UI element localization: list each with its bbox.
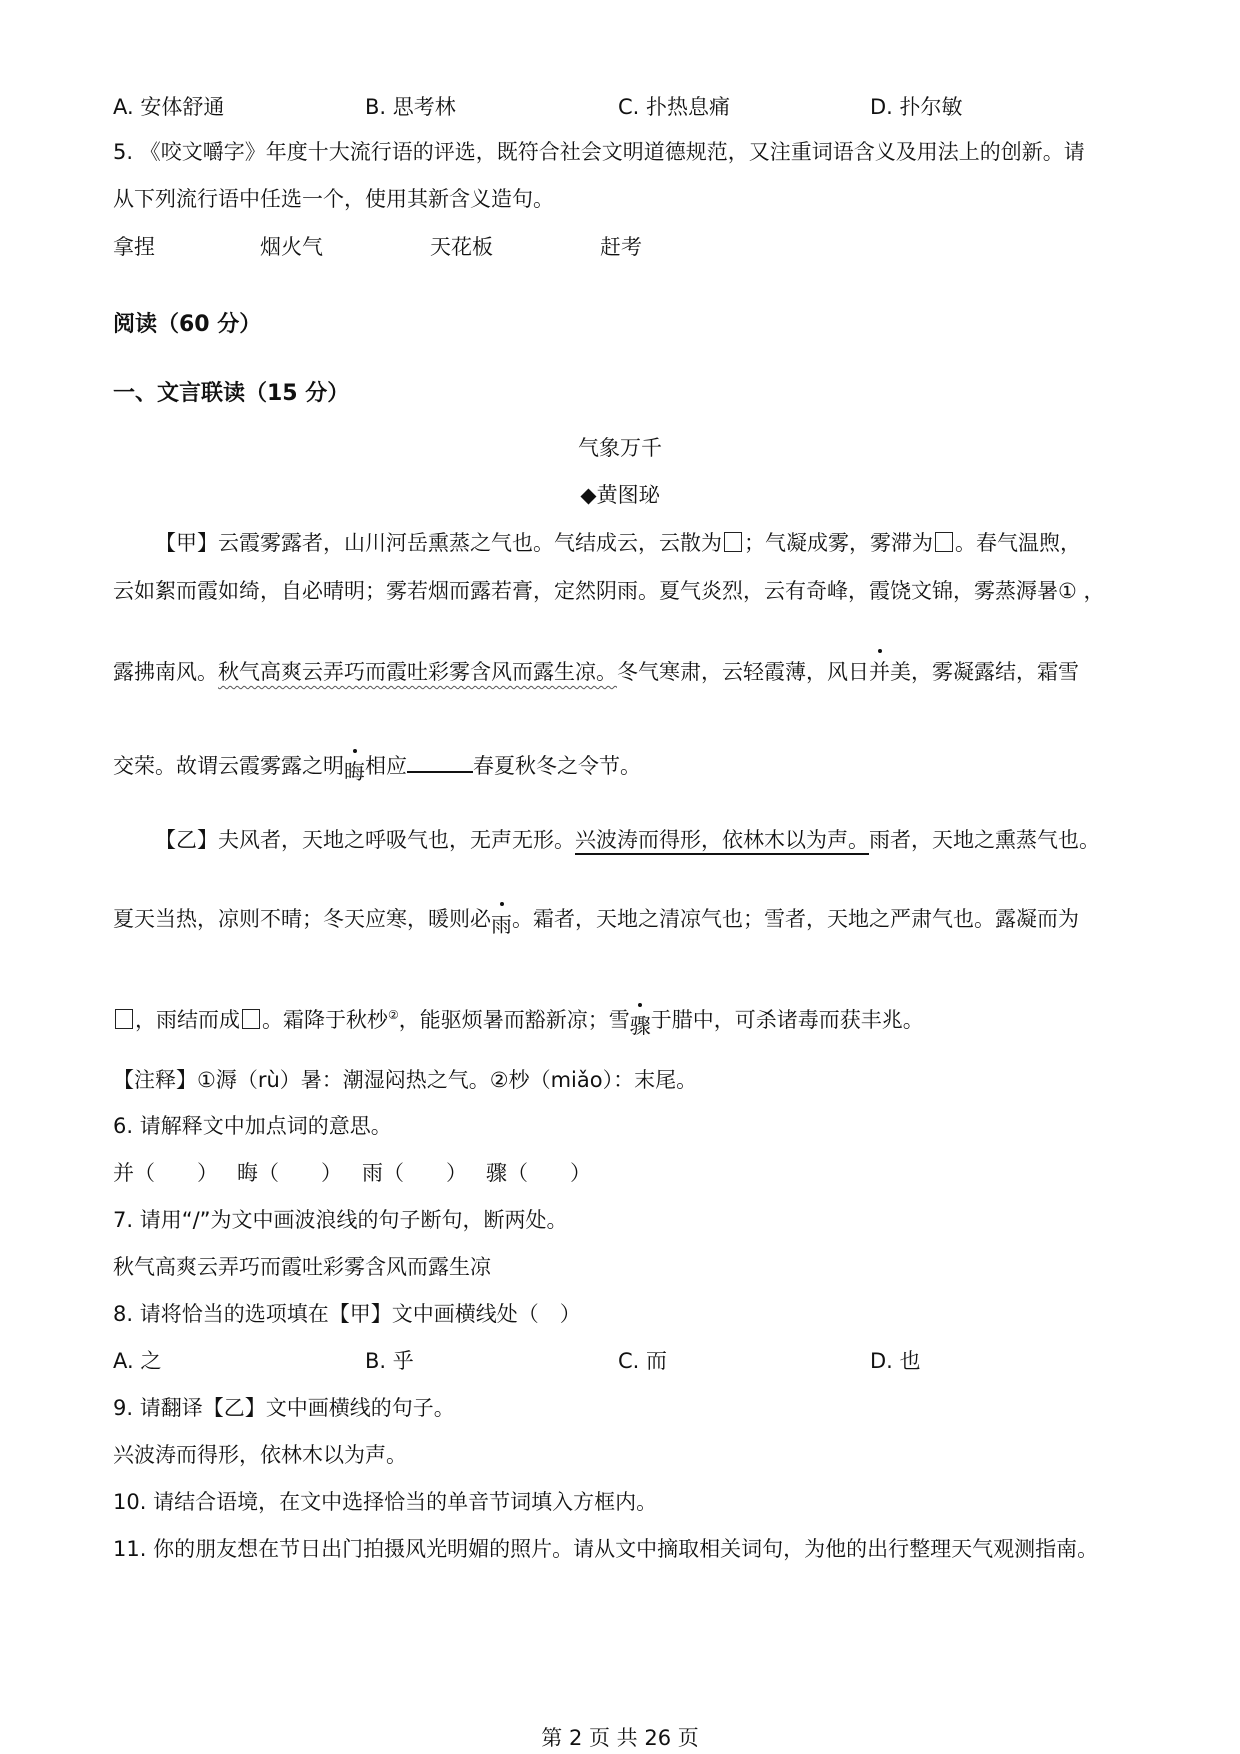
q6-item-bing: 并（ ） [113, 1161, 218, 1185]
q4-option-a: A. 安体舒通 [113, 95, 225, 119]
q5-text-line1: 5. 《咬文嚼字》年度十大流行语的评选，既符合社会文明道德规范，又注重词语含义及用法上的创新。请 [113, 140, 1085, 164]
q5-word-3: 天花板 [430, 235, 493, 259]
q5-text-line2: 从下列流行语中任选一个，使用其新含义造句。 [113, 187, 554, 211]
passage-yi-line1 [155, 825, 1100, 855]
q5-word-1: 拿捏 [113, 235, 155, 259]
text-segment: 美，雾凝露结，霜雪 [890, 660, 1079, 684]
text-segment: 露拂南风。 [113, 660, 218, 684]
page-footer: 第 2 页 共 26 页 [541, 1726, 699, 1750]
blank-box [242, 1009, 260, 1029]
underlined-sentence: 兴波涛而得形，依林木以为声。 [575, 828, 869, 852]
text-segment: 。霜者，天地之清凉气也；雪者，天地之严肃气也。露凝而为 [512, 907, 1079, 931]
q4-option-c: C. 扑热息痛 [618, 95, 731, 119]
section-heading-classical: 一、文言联读（15 分） [113, 381, 350, 406]
question-8: 8. 请将恰当的选项填在【甲】文中画横线处（ ） [113, 1302, 581, 1326]
q5-word-2: 烟火气 [260, 235, 323, 259]
passage-jia-line2: 云如絮而霞如绮，自必晴明；雾若烟而露若膏，定然阴雨。夏气炎烈，云有奇峰，霞饶文锦，雾蒸溽暑① ， [113, 579, 1105, 603]
footnote-marker: ② [388, 1008, 399, 1022]
blank-box [935, 532, 953, 552]
passage-yi-line2 [113, 904, 1079, 937]
q8-option-b: B. 乎 [365, 1349, 414, 1373]
text-segment: 春夏秋冬之令节。 [473, 754, 641, 778]
passage-notes: 【注释】①溽（rù）暑：潮湿闷热之气。②杪（miǎo）：末尾。 [113, 1068, 698, 1092]
text-segment: 。霜降于秋杪 [262, 1008, 388, 1032]
question-9: 9. 请翻译【乙】文中画横线的句子。 [113, 1396, 455, 1420]
text-segment: 于腊中，可杀诸毒而获丰兆。 [650, 1008, 924, 1032]
question-11: 11. 你的朋友想在节日出门拍摄风光明媚的照片。请从文中摘取相关词句，为他的出行整理天气观测指南。 [113, 1537, 1099, 1561]
text-segment: 冬气寒肃，云轻霞薄，风日 [617, 660, 869, 684]
q8-option-d: D. 也 [870, 1349, 921, 1373]
text-segment: ，能驱烦暑而豁新凉；雪 [398, 1008, 630, 1032]
dotted-word-zhou: 骤 [630, 1011, 651, 1041]
passage-jia-line1 [155, 528, 1081, 558]
q4-option-d: D. 扑尔敏 [870, 95, 963, 119]
q5-word-4: 赶考 [600, 235, 642, 259]
passage-title: 气象万千 [578, 436, 662, 460]
question-6: 6. 请解释文中加点词的意思。 [113, 1114, 392, 1138]
q9-sentence: 兴波涛而得形，依林木以为声。 [113, 1443, 407, 1467]
q6-item-yu: 雨（ ） [362, 1161, 467, 1185]
passage-jia-line4 [113, 751, 641, 784]
text-segment: ；气凝成雾，雾滞为 [744, 531, 933, 555]
passage-jia-line3 [113, 657, 1079, 687]
text-segment: 【乙】夫风者，天地之呼吸气也，无声无形。 [155, 828, 575, 852]
text-segment: 雨者，天地之熏蒸气也。 [869, 828, 1100, 852]
dotted-word-hui: 晦 [344, 757, 365, 787]
fill-blank-line [407, 751, 473, 773]
dotted-word-yu: 雨 [491, 910, 512, 940]
question-7: 7. 请用“/”为文中画波浪线的句子断句，断两处。 [113, 1208, 568, 1232]
q8-option-c: C. 而 [618, 1349, 668, 1373]
text-segment: 【甲】云霞雾露者，山川河岳熏蒸之气也。气结成云，云散为 [155, 531, 722, 555]
text-segment: 。春气温煦， [955, 531, 1081, 555]
text-segment: 相应 [365, 754, 407, 778]
question-10: 10. 请结合语境，在文中选择恰当的单音节词填入方框内。 [113, 1490, 658, 1514]
passage-author: ◆黄图珌 [580, 483, 660, 507]
passage-yi-line3 [113, 1000, 924, 1038]
dotted-word-bing: 并 [869, 657, 890, 687]
text-segment: 交荣。故谓云霞雾露之明 [113, 754, 344, 778]
q8-option-a: A. 之 [113, 1349, 162, 1373]
q6-item-hui: 晦（ ） [237, 1161, 342, 1185]
q6-item-zhou: 骤（ ） [486, 1161, 591, 1185]
q4-option-b: B. 思考林 [365, 95, 456, 119]
text-segment: 夏天当热，凉则不晴；冬天应寒，暖则必 [113, 907, 491, 931]
wavy-underlined-sentence: 秋气高爽云弄巧而霞吐彩雾含风而露生凉。 [218, 660, 617, 684]
section-heading-reading: 阅读（60 分） [113, 312, 262, 337]
blank-box [724, 532, 742, 552]
blank-box [115, 1009, 133, 1029]
text-segment: ，雨结而成 [135, 1008, 240, 1032]
q7-sentence: 秋气高爽云弄巧而霞吐彩雾含风而露生凉 [113, 1255, 491, 1279]
